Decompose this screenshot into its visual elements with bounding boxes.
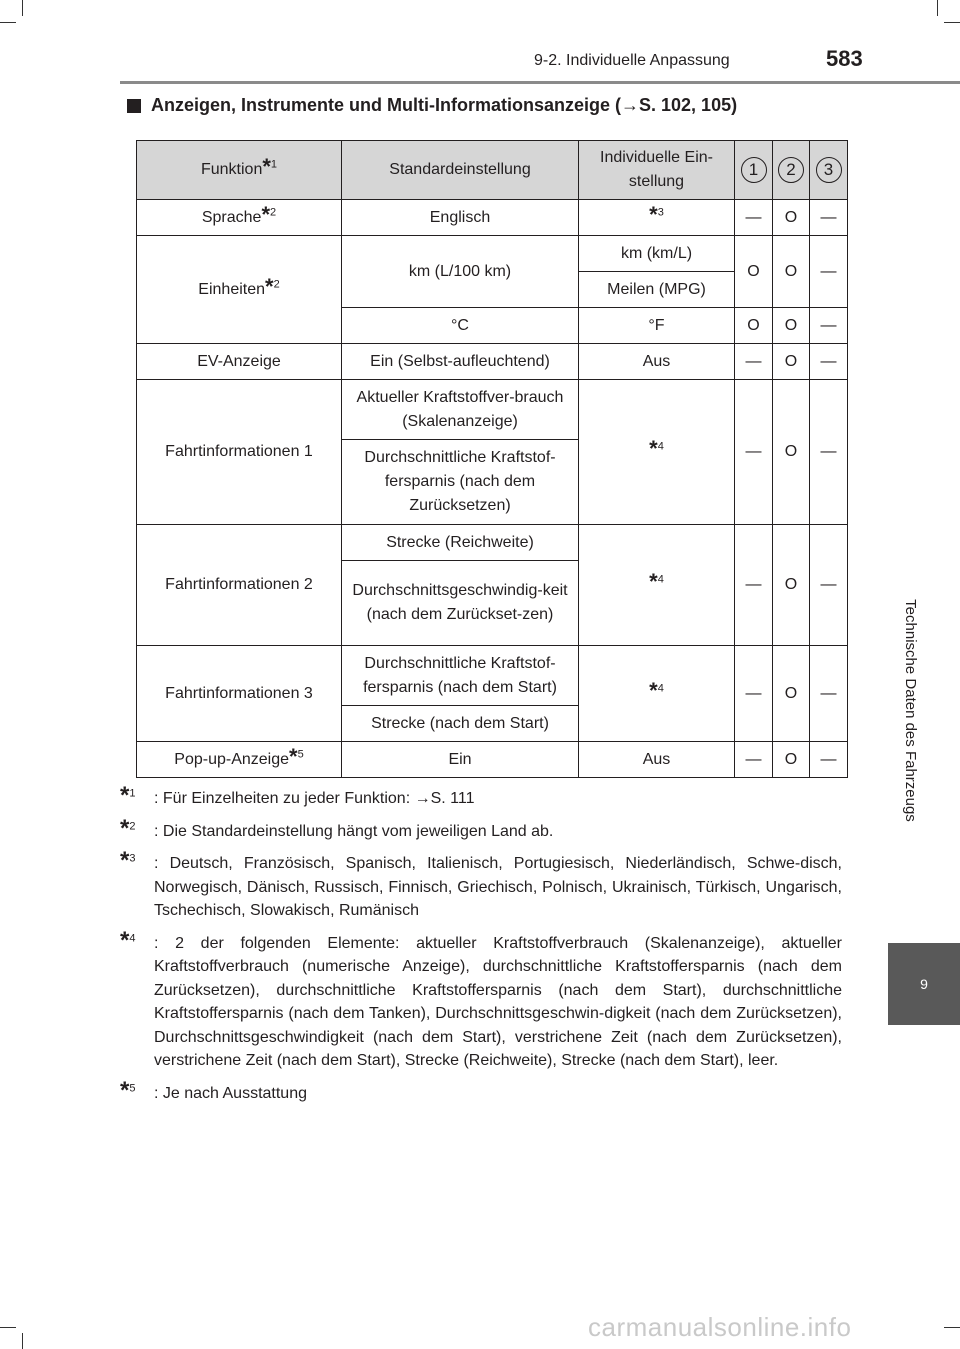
header-col-1: [735, 141, 773, 200]
chapter-side-label: [880, 500, 940, 920]
footnote: *$^2$ : Die Standardeinstellung hängt vom jeweiligen Land ab.: [120, 814, 554, 842]
cell-custom: Aus: [579, 344, 735, 380]
crop-mark: [0, 22, 16, 23]
cell-custom: km (km/L): [579, 236, 735, 272]
cell-custom: *$^4$: [579, 525, 735, 646]
circled-number-2-icon: 2: [778, 157, 804, 183]
page-number: 583: [826, 46, 863, 71]
cell-default: Ein (Selbst-aufleuchtend): [342, 344, 579, 380]
header-function: Funktion*$^1$: [137, 141, 342, 200]
header-default: Standardeinstellung: [342, 141, 579, 200]
section-heading-text: Anzeigen, Instrumente und Multi-Informationsanzeige (→S. 102, 105): [151, 95, 738, 115]
cell-col-1: O: [735, 236, 773, 308]
crop-mark: [944, 22, 960, 23]
cell-default: Durchschnittliche Kraftstof-fersparnis (nach dem Zurücksetzen): [342, 440, 579, 525]
cell-col-2: O: [773, 742, 810, 778]
footnote: *$^1$ : Für Einzelheiten zu jeder Funktion: →S. 111: [120, 782, 475, 809]
cell-default: °C: [342, 308, 579, 344]
footnote: *$^3$ : Deutsch, Französisch, Spanisch, Italienisch, Portugiesisch, Niederländisch, Schwe-disch, Norwegisch, Dänisch, Russisch, Finnisch, Griechisch, Polnisch, Ukrainisch, Türkisch, Ungarisch, Tschechisch, Slowakisch, Rumänisch: [120, 847, 842, 919]
cell-col-3: —: [810, 742, 848, 778]
header-col-3: [810, 141, 848, 200]
cell-default: Durchschnittsgeschwindig-keit (nach dem Zurückset-zen): [342, 561, 579, 646]
cell-col-1: O: [735, 308, 773, 344]
cell-function: Pop-up-Anzeige*$^5$: [137, 742, 342, 778]
cell-col-2: O: [773, 525, 810, 646]
table-row: [137, 344, 848, 380]
cell-col-1: —: [735, 380, 773, 525]
crop-mark: [944, 1327, 960, 1328]
crop-mark: [22, 1333, 23, 1349]
cell-col-1: —: [735, 742, 773, 778]
cell-col-3: —: [810, 308, 848, 344]
cell-col-3: —: [810, 380, 848, 525]
cell-default: Strecke (nach dem Start): [342, 706, 579, 742]
cell-custom: *$^3$: [579, 200, 735, 236]
section-heading: [127, 95, 737, 116]
chapter-title: Technische Daten des Fahrzeugs: [901, 598, 919, 822]
cell-col-1: —: [735, 646, 773, 742]
footnotes: [120, 782, 842, 1114]
cell-function: Einheiten*$^2$: [137, 236, 342, 344]
square-bullet-icon: [127, 99, 141, 113]
crop-mark: [22, 0, 23, 16]
cell-col-2: O: [773, 308, 810, 344]
cell-col-3: —: [810, 525, 848, 646]
table-row: [137, 236, 848, 272]
header-custom: Individuelle Ein-stellung: [579, 141, 735, 200]
cell-default: km (L/100 km): [342, 236, 579, 308]
cell-col-1: —: [735, 200, 773, 236]
table-row: [137, 380, 848, 440]
cell-col-2: O: [773, 646, 810, 742]
cell-default: Durchschnittliche Kraftstof-fersparnis (nach dem Start): [342, 646, 579, 706]
cell-col-2: O: [773, 344, 810, 380]
header-divider: [120, 81, 960, 84]
cell-function: Fahrtinformationen 1: [137, 380, 342, 525]
cell-col-2: O: [773, 380, 810, 525]
cell-function: EV-Anzeige: [137, 344, 342, 380]
footnote: *$^4$ : 2 der folgenden Elemente: aktueller Kraftstoffverbrauch (Skalenanzeige), aktueller Kraftstoffverbrauch (numerische Anzeige), durchschnittliche Kraftstoffersparnis (nach dem Zurücksetzen), durchschnittliche Kraftstoffersparnis (nach dem Start), durchschnittliche Kraftstoffersparnis (nach dem Tanken), Durchschnittsgeschwin-digkeit (nach dem Zurücksetzen), Durchschnittsgeschwindigkeit (nach dem Start), verstrichene Zeit (nach dem Zurücksetzen), verstrichene Zeit (nach dem Start), Strecke (Reichweite), Strecke (nach dem Start), leer.: [120, 926, 842, 1069]
table-row: [137, 742, 848, 778]
watermark: carmanualsonline.info: [588, 1312, 852, 1342]
chapter-number: 9: [920, 976, 928, 992]
cell-custom: *$^4$: [579, 646, 735, 742]
table-row: [137, 200, 848, 236]
cell-function: Sprache*$^2$: [137, 200, 342, 236]
cell-default: Englisch: [342, 200, 579, 236]
cell-default: Aktueller Kraftstoffver-brauch (Skalenanzeige): [342, 380, 579, 440]
cell-default: Ein: [342, 742, 579, 778]
table-row: [137, 646, 848, 706]
cell-custom: Meilen (MPG): [579, 272, 735, 308]
settings-table: [136, 140, 848, 778]
cell-function: Fahrtinformationen 2: [137, 525, 342, 646]
cell-custom: °F: [579, 308, 735, 344]
header-col-2: [773, 141, 810, 200]
cell-col-1: —: [735, 525, 773, 646]
cell-col-2: O: [773, 236, 810, 308]
table-header-row: [137, 141, 848, 200]
cell-function: Fahrtinformationen 3: [137, 646, 342, 742]
cell-col-1: —: [735, 344, 773, 380]
table-row: [137, 525, 848, 561]
circled-number-1-icon: 1: [741, 157, 767, 183]
chapter-number-tab: [888, 943, 960, 1025]
cell-col-3: —: [810, 344, 848, 380]
header-section-title: 9-2. Individuelle Anpassung: [534, 52, 730, 69]
cell-custom: *$^4$: [579, 380, 735, 525]
cell-default: Strecke (Reichweite): [342, 525, 579, 561]
crop-mark: [937, 0, 938, 16]
cell-col-3: —: [810, 236, 848, 308]
cell-custom: Aus: [579, 742, 735, 778]
cell-col-2: O: [773, 200, 810, 236]
circled-number-3-icon: 3: [816, 157, 842, 183]
cell-col-3: —: [810, 646, 848, 742]
cell-col-3: —: [810, 200, 848, 236]
crop-mark: [0, 1327, 16, 1328]
footnote: *$^5$ : Je nach Ausstattung: [120, 1076, 307, 1104]
